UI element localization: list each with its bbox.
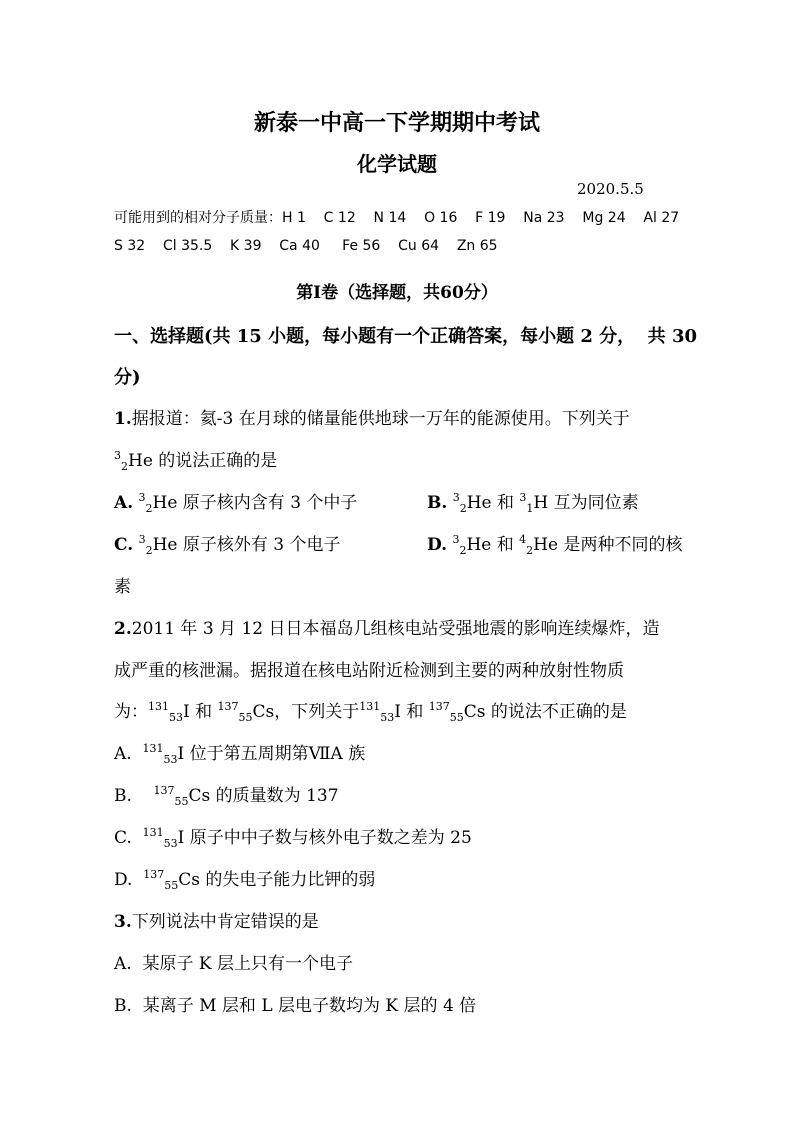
q3-b-label: B. bbox=[114, 996, 132, 1016]
he-mass-number: 3 bbox=[138, 491, 146, 504]
cs-atomic-number: 55 bbox=[238, 711, 253, 724]
exam-date: 2020.5.5 bbox=[577, 180, 644, 198]
q2-b-text: Cs 的质量数为 137 bbox=[188, 786, 339, 806]
i-atomic-number: 53 bbox=[163, 753, 178, 766]
atomic-mass-values-1: H 1 C 12 N 14 O 16 F 19 Na 23 Mg 24 Al 27 bbox=[282, 210, 680, 226]
q3-stem bbox=[114, 907, 319, 932]
i-mass-number: 131 bbox=[142, 742, 164, 755]
q1-d-label: D. bbox=[427, 535, 448, 555]
q3-option-a[interactable] bbox=[114, 949, 353, 974]
he-mass-number: 3 bbox=[114, 449, 121, 462]
cs-atomic-number: 55 bbox=[174, 795, 189, 808]
q1-stem-text-2: He 的说法正确的是 bbox=[128, 451, 278, 471]
q3-a-text: 某原子 K 层上只有一个电子 bbox=[142, 954, 354, 974]
q1-number: 1. bbox=[114, 409, 132, 429]
cs-mass-number: 137 bbox=[217, 700, 239, 713]
he-mass-number: 3 bbox=[452, 491, 460, 504]
i-atomic-number: 53 bbox=[380, 711, 395, 724]
q3-a-label: A. bbox=[114, 954, 132, 974]
he4-mass-number: 4 bbox=[519, 533, 527, 546]
cs-atomic-number: 55 bbox=[449, 711, 464, 724]
q1-option-b[interactable] bbox=[427, 488, 639, 513]
q3-b-text: 某离子 M 层和 L 层电子数均为 K 层的 4 倍 bbox=[142, 996, 477, 1016]
q3-number: 3. bbox=[114, 912, 132, 932]
he-atomic-number: 2 bbox=[145, 502, 153, 515]
q2-stem-c3: Cs，下列关于 bbox=[252, 702, 360, 722]
q1-stem bbox=[114, 404, 630, 429]
i-mass-number: 131 bbox=[142, 826, 164, 839]
q2-c-label: C. bbox=[114, 828, 132, 848]
he-mass-number: 3 bbox=[138, 533, 146, 546]
q1-option-d[interactable] bbox=[427, 530, 682, 555]
i-mass-number: 131 bbox=[148, 700, 169, 713]
he-atomic-number: 2 bbox=[121, 460, 128, 473]
q1-b-label: B. bbox=[427, 493, 448, 513]
q1-option-d-cont: 素 bbox=[114, 577, 131, 597]
q2-stem-c1: 为： bbox=[114, 702, 148, 722]
q2-a-label: A. bbox=[114, 744, 132, 764]
q1-c-text: He 原子核外有 3 个电子 bbox=[152, 535, 341, 555]
exam-title: 新泰一中高一下学期期中考试 bbox=[253, 110, 540, 136]
part-title: 一、选择题(共 15 小题，每小题有一个正确答案，每小题 2 分， 共 30 bbox=[114, 326, 698, 347]
he-mass-number: 3 bbox=[452, 533, 460, 546]
q1-d-text-2: He 是两种不同的核 bbox=[533, 535, 683, 555]
atomic-mass-line-1 bbox=[114, 207, 679, 227]
i-atomic-number: 53 bbox=[169, 711, 183, 724]
q1-d-text-1: He 和 bbox=[466, 535, 514, 555]
q1-b-text-2: H 互为同位素 bbox=[533, 493, 639, 513]
i-mass-number: 131 bbox=[359, 700, 381, 713]
q2-option-b[interactable] bbox=[114, 781, 339, 806]
q2-stem-cont: 成严重的核泄漏。据报道在核电站附近检测到主要的两种放射性物质 bbox=[114, 661, 624, 681]
q2-option-a[interactable] bbox=[114, 739, 365, 764]
i-atomic-number: 53 bbox=[163, 837, 178, 850]
section-heading: 第Ⅰ卷（选择题，共60分） bbox=[296, 283, 498, 303]
q2-d-label: D. bbox=[114, 870, 133, 890]
he-atomic-number: 2 bbox=[459, 544, 467, 557]
atomic-mass-intro: 可能用到的相对分子质量： bbox=[114, 210, 282, 226]
q1-option-a[interactable] bbox=[114, 488, 357, 513]
h-mass-number: 3 bbox=[519, 491, 527, 504]
cs-mass-number: 137 bbox=[153, 784, 175, 797]
cs-mass-number: 137 bbox=[428, 700, 450, 713]
q2-stem-cont-2 bbox=[114, 697, 627, 722]
q1-c-label: C. bbox=[114, 535, 134, 555]
q2-stem-c5: Cs 的说法不正确的是 bbox=[463, 702, 627, 722]
q2-number: 2. bbox=[114, 619, 132, 639]
q1-a-label: A. bbox=[114, 493, 134, 513]
cs-atomic-number: 55 bbox=[164, 879, 179, 892]
part-title-cont: 分) bbox=[114, 367, 141, 388]
cs-mass-number: 137 bbox=[143, 868, 165, 881]
he-atomic-number: 2 bbox=[526, 544, 534, 557]
he-atomic-number: 2 bbox=[145, 544, 153, 557]
he-atomic-number: 2 bbox=[459, 502, 467, 515]
q2-option-c[interactable] bbox=[114, 823, 472, 848]
q2-stem bbox=[114, 614, 659, 639]
q2-stem-c2: I 和 bbox=[183, 702, 213, 722]
q1-stem-text: 据报道：氦-3 在月球的储量能供地球一万年的能源使用。下列关于 bbox=[131, 409, 630, 429]
q2-b-label: B. bbox=[114, 786, 132, 806]
q3-stem-text: 下列说法中肯定错误的是 bbox=[131, 912, 319, 932]
q1-option-c[interactable] bbox=[114, 530, 340, 555]
q2-c-text: I 原子中中子数与核外电子数之差为 25 bbox=[177, 828, 472, 848]
q2-d-text: Cs 的失电子能力比钾的弱 bbox=[178, 870, 376, 890]
q2-option-d[interactable] bbox=[114, 865, 375, 890]
q1-a-text: He 原子核内含有 3 个中子 bbox=[152, 493, 358, 513]
q2-a-text: I 位于第五周期第ⅦA 族 bbox=[177, 744, 366, 764]
q1-stem-cont bbox=[114, 446, 277, 471]
h-atomic-number: 1 bbox=[526, 502, 534, 515]
q1-b-text-1: He 和 bbox=[466, 493, 514, 513]
q2-stem-c4: I 和 bbox=[394, 702, 424, 722]
subject-title: 化学试题 bbox=[357, 152, 437, 176]
atomic-mass-values-2: S 32 Cl 35.5 K 39 Ca 40 Fe 56 Cu 64 Zn 65 bbox=[114, 238, 498, 254]
q3-option-b[interactable] bbox=[114, 991, 476, 1016]
q2-stem-text: 2011 年 3 月 12 日日本福岛几组核电站受强地震的影响连续爆炸，造 bbox=[131, 619, 660, 639]
